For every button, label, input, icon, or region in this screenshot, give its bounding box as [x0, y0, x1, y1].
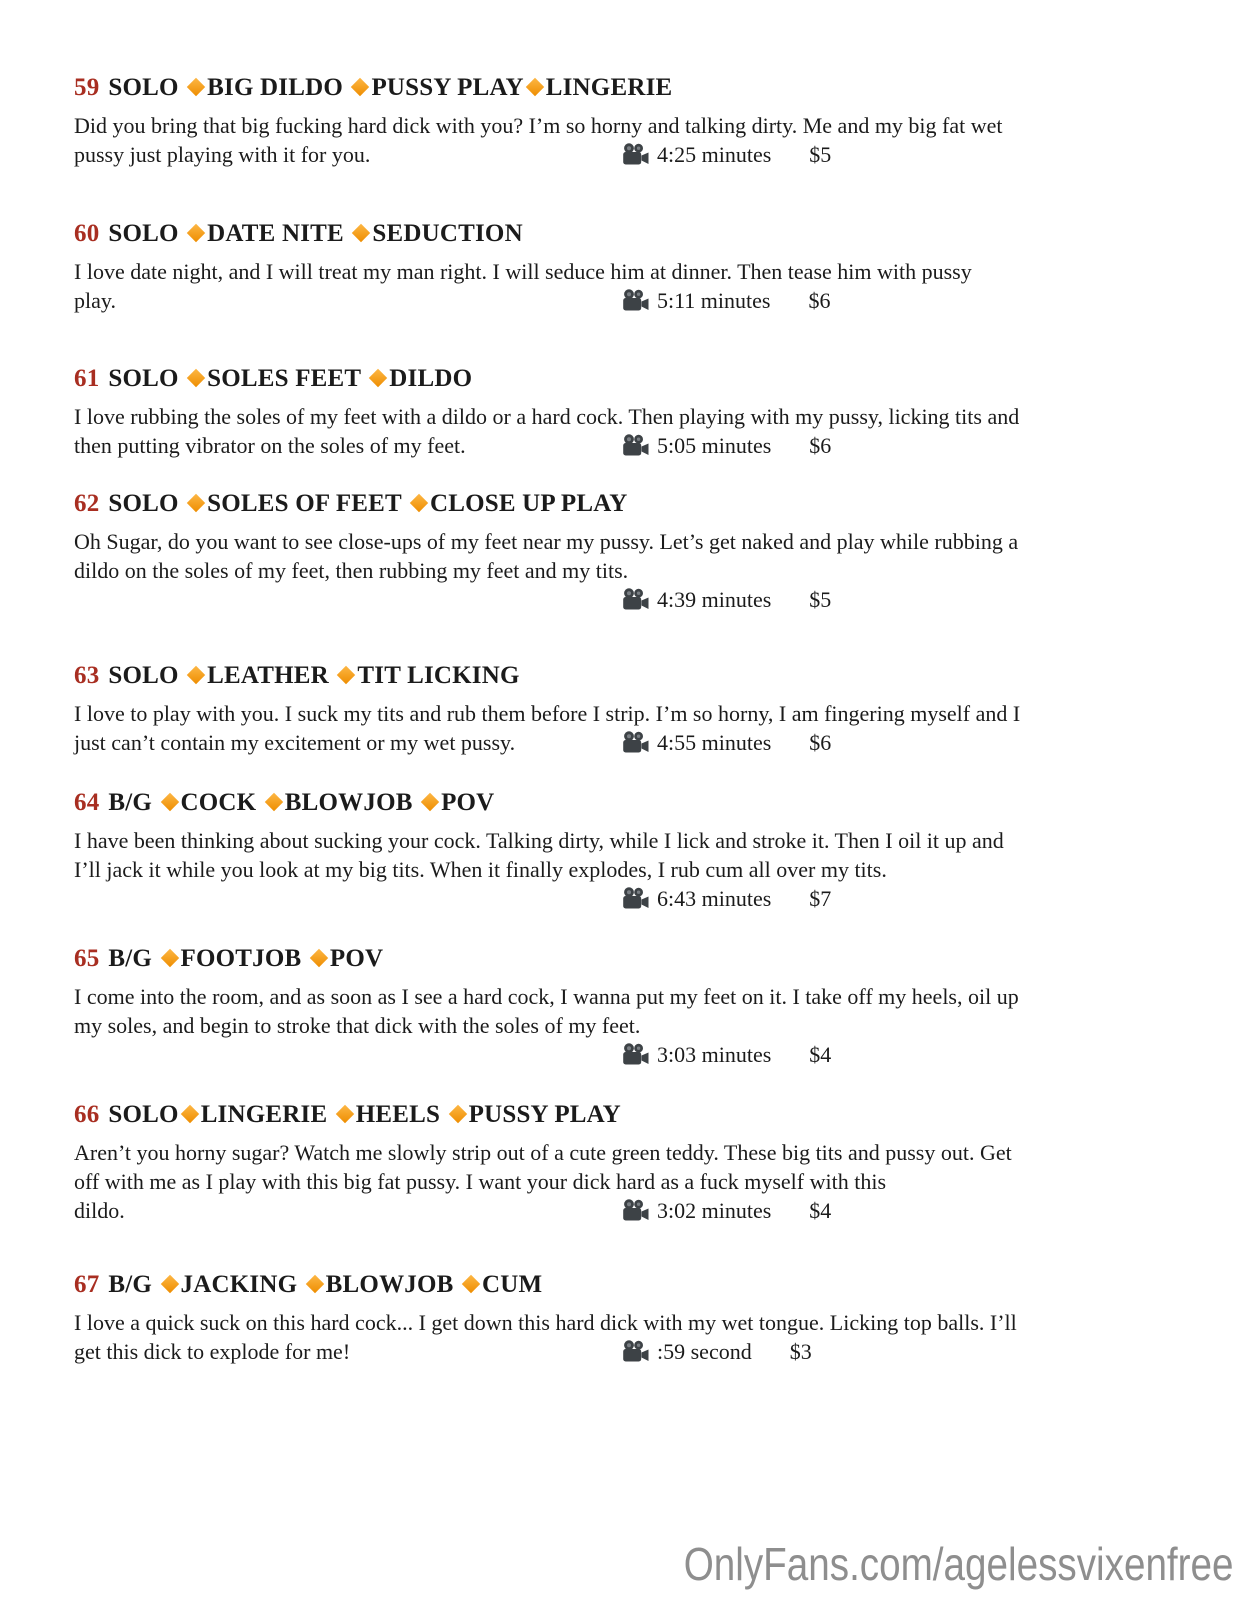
item-body: [74, 826, 1236, 913]
title-segment: SOLO: [108, 74, 186, 101]
title-segment: POV: [329, 945, 384, 972]
title-segment: SOLO: [108, 220, 186, 247]
item-body: [74, 257, 1236, 315]
item-body: [74, 1138, 1236, 1225]
video-duration: 6:43 minutes: [657, 886, 772, 911]
video-price: $7: [809, 886, 832, 911]
description-text: I come into the room, and as soon as I see a hard cock, I wanna put my feet on it. I take off my heels, oil up: [74, 984, 1019, 1009]
title-segment: PUSSY PLAY: [468, 1101, 621, 1128]
title-segment: FOOTJOB: [180, 945, 308, 972]
video-duration: 5:05 minutes: [657, 433, 772, 458]
description-text: I love rubbing the soles of my feet with a dildo or a hard cock. Then playing with my pussy, licking tits and: [74, 404, 1020, 429]
item-title-text: [108, 220, 522, 247]
menu-item: [74, 488, 1236, 614]
orange-diamond-icon: [186, 365, 206, 396]
item-title-text: [108, 1271, 542, 1298]
description-line: [74, 111, 1236, 140]
video-meta: [622, 585, 831, 619]
menu-item: [74, 363, 1236, 460]
title-segment: BLOWJOB: [284, 789, 420, 816]
video-price: $4: [809, 1042, 832, 1067]
item-title: [74, 363, 1236, 396]
orange-diamond-icon: [160, 1271, 180, 1302]
watermark-url: OnlyFans.com/agelessvixenfree: [684, 1538, 1234, 1590]
description-line: [74, 286, 1236, 315]
description-line: [74, 1337, 1236, 1366]
orange-diamond-icon: [305, 1271, 325, 1302]
description-line: [74, 1308, 1236, 1337]
orange-diamond-icon: [350, 74, 370, 105]
title-segment: SOLES OF FEET: [207, 490, 408, 517]
video-duration: 4:25 minutes: [657, 142, 772, 167]
description-line: [74, 855, 1236, 884]
menu-item: [74, 218, 1236, 315]
orange-diamond-icon: [264, 789, 284, 820]
item-number: 59: [74, 74, 100, 101]
description-text: dildo on the soles of my feet, then rubbing my feet and my tits.: [74, 558, 629, 583]
description-text: I have been thinking about sucking your cock. Talking dirty, while I lick and stroke it. Then I oil it up and: [74, 828, 1004, 853]
movie-camera-icon: [622, 1203, 650, 1228]
video-meta: [622, 884, 831, 918]
orange-diamond-icon: [336, 662, 356, 693]
description-text: get this dick to explode for me!: [74, 1339, 351, 1364]
item-title: [74, 943, 1236, 976]
item-title: [74, 660, 1236, 693]
description-text: I’ll jack it while you look at my big tits. When it finally explodes, I rub cum all over my tits.: [74, 857, 887, 882]
item-body: [74, 699, 1236, 757]
menu-item: [74, 1269, 1236, 1366]
movie-camera-icon: [622, 891, 650, 916]
title-segment: DATE NITE: [207, 220, 351, 247]
description-text: Did you bring that big fucking hard dick with you? I’m so horny and talking dirty. Me and my big fat wet: [74, 113, 1003, 138]
item-number: 64: [74, 789, 100, 816]
title-segment: LINGERIE: [545, 74, 673, 101]
description-line: [74, 402, 1236, 431]
description-line: [74, 728, 1236, 757]
description-line: [74, 556, 1236, 585]
title-segment: LEATHER: [207, 662, 336, 689]
video-meta: [622, 140, 831, 174]
video-price: $6: [809, 433, 832, 458]
description-text: just can’t contain my excitement or my wet pussy.: [74, 730, 516, 755]
orange-diamond-icon: [160, 945, 180, 976]
video-meta: [622, 1196, 831, 1230]
item-number: 65: [74, 945, 100, 972]
title-segment: HEELS: [355, 1101, 447, 1128]
video-duration: 4:55 minutes: [657, 730, 772, 755]
title-segment: TIT LICKING: [357, 662, 520, 689]
orange-diamond-icon: [461, 1271, 481, 1302]
item-number: 63: [74, 662, 100, 689]
orange-diamond-icon: [351, 220, 371, 251]
item-number: 67: [74, 1271, 100, 1298]
title-segment: SOLO: [108, 662, 186, 689]
item-title-text: [108, 789, 494, 816]
item-body: [74, 111, 1236, 169]
item-title-text: [108, 490, 627, 517]
title-segment: DILDO: [389, 365, 473, 392]
title-segment: POV: [441, 789, 495, 816]
item-title-text: [108, 662, 519, 689]
item-title-text: [108, 1101, 620, 1128]
description-line: [74, 1040, 1236, 1069]
title-segment: CLOSE UP PLAY: [429, 490, 628, 517]
orange-diamond-icon: [335, 1101, 355, 1132]
item-title-text: [108, 74, 672, 101]
description-line: [74, 826, 1236, 855]
video-meta: [622, 1337, 812, 1371]
title-segment: SOLO: [108, 490, 186, 517]
description-text: Aren’t you horny sugar? Watch me slowly strip out of a cute green teddy. These big tits and pussy out. Get: [74, 1140, 1012, 1165]
title-segment: COCK: [180, 789, 263, 816]
orange-diamond-icon: [409, 490, 429, 521]
video-meta: [622, 728, 831, 762]
orange-diamond-icon: [186, 74, 206, 105]
movie-camera-icon: [622, 735, 650, 760]
title-segment: LINGERIE: [200, 1101, 334, 1128]
video-price: $5: [809, 587, 832, 612]
video-price: $3: [789, 1339, 812, 1364]
orange-diamond-icon: [186, 662, 206, 693]
item-title: [74, 1099, 1236, 1132]
menu-item: [74, 660, 1236, 757]
description-line: [74, 982, 1236, 1011]
menu-item: [74, 1099, 1236, 1225]
video-duration: 4:39 minutes: [657, 587, 772, 612]
movie-camera-icon: [622, 1344, 650, 1369]
orange-diamond-icon: [309, 945, 329, 976]
item-number: 61: [74, 365, 100, 392]
item-title: [74, 1269, 1236, 1302]
title-segment: CUM: [481, 1271, 543, 1298]
description-line: [74, 527, 1236, 556]
video-price: $6: [808, 288, 831, 313]
description-line: [74, 585, 1236, 614]
movie-camera-icon: [622, 293, 650, 318]
video-meta: [622, 286, 830, 320]
description-text: off with me as I play with this big fat pussy. I want your dick hard as a fuck myself with this: [74, 1169, 887, 1194]
description-line: [74, 431, 1236, 460]
title-segment: PUSSY PLAY: [371, 74, 524, 101]
description-line: [74, 884, 1236, 913]
item-number: 62: [74, 490, 100, 517]
title-segment: BLOWJOB: [325, 1271, 460, 1298]
movie-camera-icon: [622, 592, 650, 617]
item-body: [74, 527, 1236, 614]
orange-diamond-icon: [186, 220, 206, 251]
movie-camera-icon: [622, 438, 650, 463]
description-line: [74, 257, 1236, 286]
title-segment: SOLES FEET: [207, 365, 368, 392]
item-body: [74, 1308, 1236, 1366]
description-text: I love to play with you. I suck my tits and rub them before I strip. I’m so horny, I am fingering myself and I: [74, 701, 1021, 726]
video-price: $6: [809, 730, 832, 755]
title-segment: BIG DILDO: [207, 74, 350, 101]
item-title: [74, 72, 1236, 105]
description-line: [74, 699, 1236, 728]
video-duration: :59 second: [657, 1339, 752, 1364]
menu-item: [74, 787, 1236, 913]
movie-camera-icon: [622, 147, 650, 172]
description-line: [74, 1196, 1236, 1225]
orange-diamond-icon: [186, 490, 206, 521]
description-line: [74, 1138, 1236, 1167]
description-text: play.: [74, 288, 116, 313]
item-title-text: [108, 365, 472, 392]
item-number: 66: [74, 1101, 100, 1128]
video-meta: [622, 1040, 831, 1074]
menu-item: [74, 943, 1236, 1069]
video-duration: 3:03 minutes: [657, 1042, 772, 1067]
title-segment: SOLO: [108, 365, 186, 392]
item-title: [74, 218, 1236, 251]
menu-item: [74, 72, 1236, 169]
title-segment: SEDUCTION: [372, 220, 523, 247]
video-duration: 3:02 minutes: [657, 1198, 772, 1223]
description-text: I love a quick suck on this hard cock... I get down this hard dick with my wet tongue. Licking top balls. I’ll: [74, 1310, 1017, 1335]
orange-diamond-icon: [420, 789, 440, 820]
title-segment: JACKING: [180, 1271, 304, 1298]
orange-diamond-icon: [525, 74, 545, 105]
description-text: Oh Sugar, do you want to see close-ups of my feet near my pussy. Let’s get naked and play while rubbing a: [74, 529, 1019, 554]
orange-diamond-icon: [160, 789, 180, 820]
description-line: [74, 1167, 1236, 1196]
movie-camera-icon: [622, 1047, 650, 1072]
video-meta: [622, 431, 831, 465]
item-body: [74, 402, 1236, 460]
description-text: then putting vibrator on the soles of my feet.: [74, 433, 466, 458]
description-text: I love date night, and I will treat my man right. I will seduce him at dinner. Then tease him with pussy: [74, 259, 972, 284]
orange-diamond-icon: [368, 365, 388, 396]
description-line: [74, 1011, 1236, 1040]
title-segment: B/G: [108, 789, 159, 816]
title-segment: B/G: [108, 1271, 159, 1298]
video-price: $5: [809, 142, 832, 167]
orange-diamond-icon: [448, 1101, 468, 1132]
item-body: [74, 982, 1236, 1069]
item-title: [74, 787, 1236, 820]
description-text: dildo.: [74, 1198, 125, 1223]
title-segment: B/G: [108, 945, 159, 972]
description-text: my soles, and begin to stroke that dick with the soles of my feet.: [74, 1013, 641, 1038]
item-title: [74, 488, 1236, 521]
orange-diamond-icon: [180, 1101, 200, 1132]
description-text: pussy just playing with it for you.: [74, 142, 371, 167]
item-title-text: [108, 945, 383, 972]
item-number: 60: [74, 220, 100, 247]
video-duration: 5:11 minutes: [657, 288, 771, 313]
video-price: $4: [809, 1198, 832, 1223]
description-line: [74, 140, 1236, 169]
title-segment: SOLO: [108, 1101, 179, 1128]
